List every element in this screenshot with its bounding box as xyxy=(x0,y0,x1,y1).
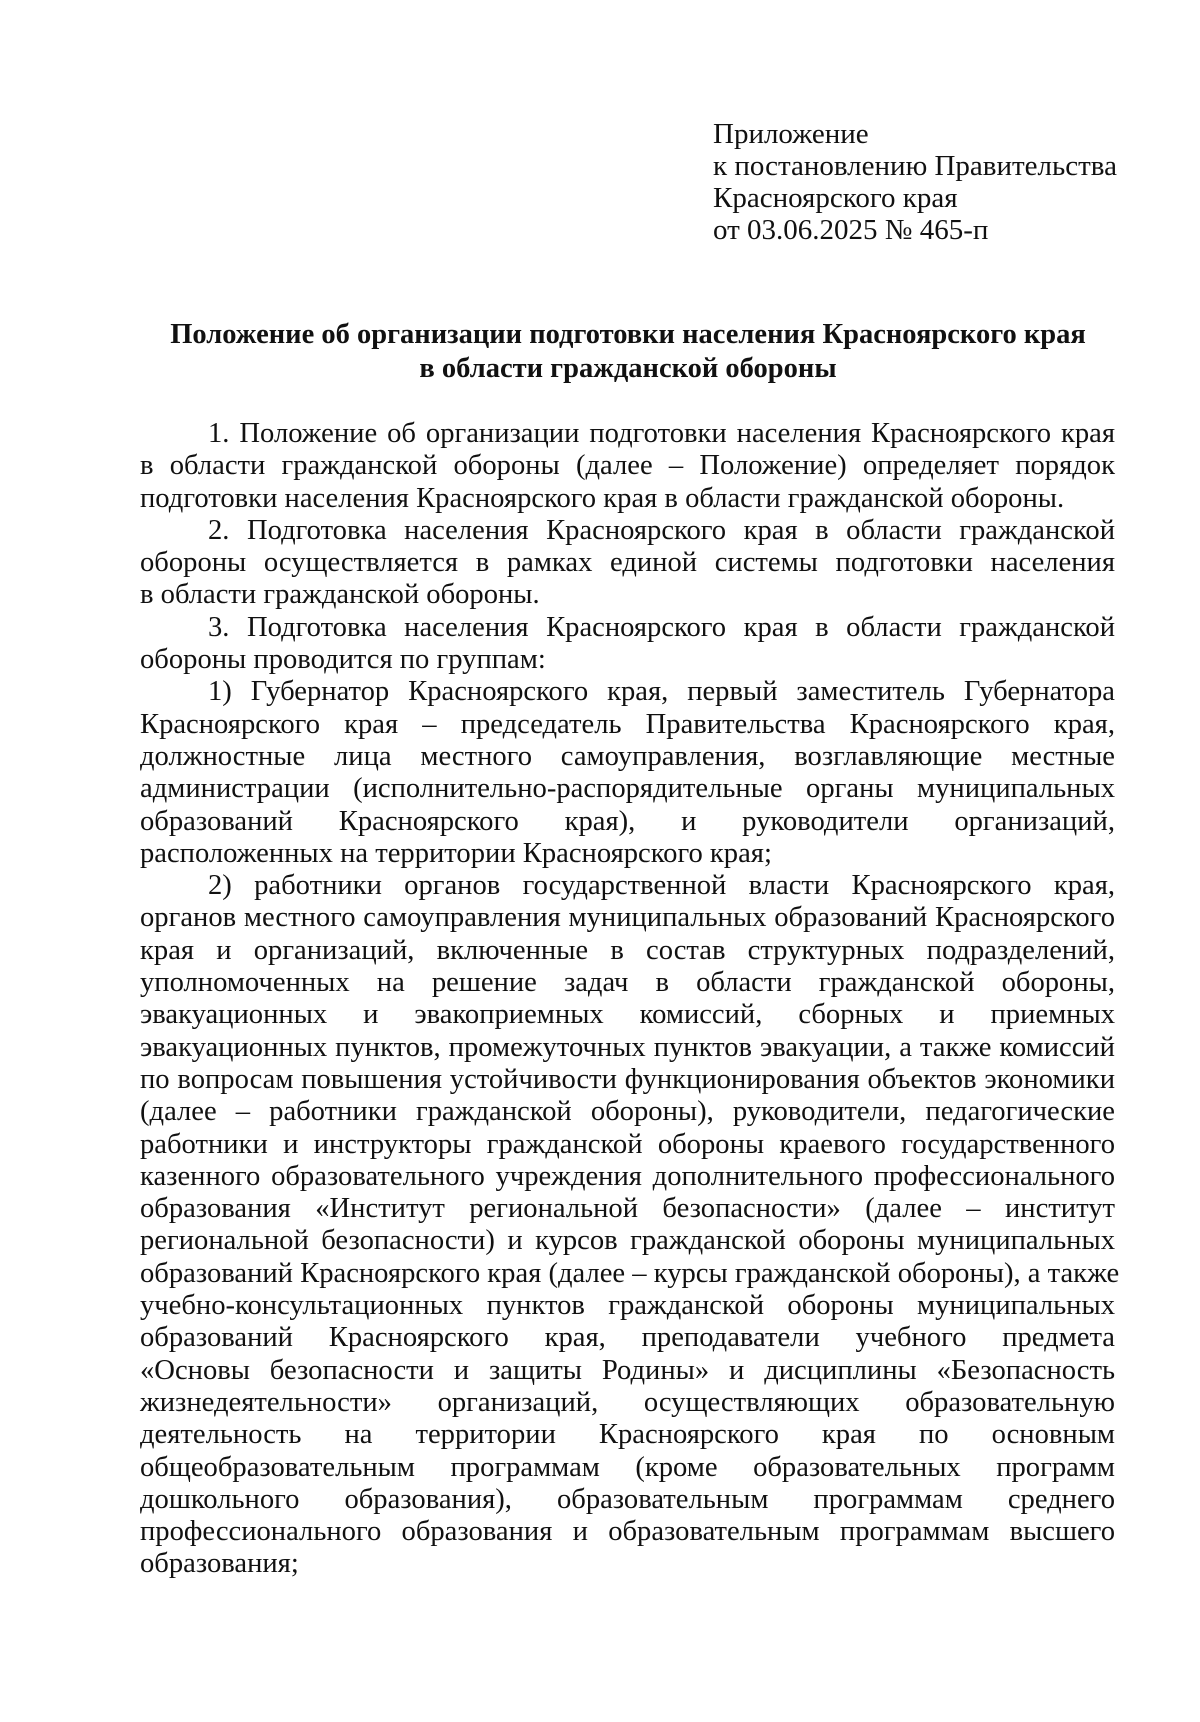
text-line: образований Красноярского края), и руководители организаций, xyxy=(140,805,1115,837)
appendix-header xyxy=(713,118,1117,246)
text-line: образований Красноярского края, преподаватели учебного предмета xyxy=(140,1322,1115,1354)
text-line: расположенных на территории Красноярского края; xyxy=(140,837,772,869)
document-title xyxy=(140,318,1116,386)
text-line: деятельность на территории Красноярского края по основным xyxy=(140,1419,1115,1451)
appendix-resolution-ref: к постановлению Правительства xyxy=(713,150,1117,182)
appendix-label: Приложение xyxy=(713,118,869,150)
paragraph-3-item-2 xyxy=(140,870,1120,1581)
text-line: администрации (исполнительно-распорядительные органы муниципальных xyxy=(140,773,1115,805)
text-line: органов местного самоуправления муниципальных образований Красноярского xyxy=(140,902,1115,934)
text-line: края и организаций, включенные в состав структурных подразделений, xyxy=(140,934,1115,966)
text-line: 2. Подготовка населения Красноярского края в области гражданской xyxy=(208,514,1115,546)
text-line: эвакуационных и эвакоприемных комиссий, сборных и приемных xyxy=(140,999,1115,1031)
text-line: профессионального образования и образовательным программам высшего xyxy=(140,1516,1115,1548)
title-line: Положение об организации подготовки населения Красноярского края xyxy=(170,319,1086,350)
text-line: образования «Институт региональной безопасности» (далее – институт xyxy=(140,1193,1115,1225)
text-line: уполномоченных на решение задач в области гражданской обороны, xyxy=(140,967,1115,999)
text-line: образования; xyxy=(140,1548,299,1580)
text-line: обороны осуществляется в рамках единой системы подготовки населения xyxy=(140,547,1115,579)
document-body xyxy=(140,418,1120,1581)
text-line: в области гражданской обороны. xyxy=(140,579,540,611)
appendix-region: Красноярского края xyxy=(713,182,958,214)
text-line: должностные лица местного самоуправления, возглавляющие местные xyxy=(140,740,1115,772)
appendix-date-number: от 03.06.2025 № 465-п xyxy=(713,214,989,246)
text-line: в области гражданской обороны (далее – Положение) определяет порядок xyxy=(140,450,1115,482)
text-line: «Основы безопасности и защиты Родины» и дисциплины «Безопасность xyxy=(140,1354,1115,1386)
text-line: Красноярского края – председатель Правительства Красноярского края, xyxy=(140,708,1115,740)
text-line: эвакуационных пунктов, промежуточных пунктов эвакуации, а также комиссий xyxy=(140,1031,1115,1063)
text-line: жизнедеятельности» организаций, осуществляющих образовательную xyxy=(140,1386,1115,1418)
paragraph-2 xyxy=(140,515,1115,612)
text-line: общеобразовательным программам (кроме образовательных программ xyxy=(140,1451,1115,1483)
text-line: 1) Губернатор Красноярского края, первый заместитель Губернатора xyxy=(208,676,1115,708)
paragraph-3-item-1 xyxy=(140,676,1115,870)
text-line: региональной безопасности) и курсов гражданской обороны муниципальных xyxy=(140,1225,1115,1257)
text-line: 3. Подготовка населения Красноярского края в области гражданской xyxy=(208,611,1115,643)
text-line: образований Красноярского края (далее – курсы гражданской обороны), а также xyxy=(140,1257,1120,1289)
text-line: 2) работники органов государственной власти Красноярского края, xyxy=(208,870,1115,902)
text-line: (далее – работники гражданской обороны), руководители, педагогические xyxy=(140,1096,1115,1128)
paragraph-1 xyxy=(140,418,1115,515)
text-line: подготовки населения Красноярского края в области гражданской обороны. xyxy=(140,482,1065,514)
paragraph-3 xyxy=(140,612,1115,677)
text-line: дошкольного образования), образовательным программам среднего xyxy=(140,1483,1115,1515)
text-line: работники и инструкторы гражданской обороны краевого государственного xyxy=(140,1128,1115,1160)
text-line: учебно-консультационных пунктов гражданской обороны муниципальных xyxy=(140,1290,1115,1322)
text-line: обороны проводится по группам: xyxy=(140,644,546,676)
text-line: по вопросам повышения устойчивости функционирования объектов экономики xyxy=(140,1063,1115,1095)
title-line: в области гражданской обороны xyxy=(419,353,837,384)
text-line: 1. Положение об организации подготовки населения Красноярского края xyxy=(208,418,1115,449)
text-line: казенного образовательного учреждения дополнительного профессионального xyxy=(140,1160,1115,1192)
